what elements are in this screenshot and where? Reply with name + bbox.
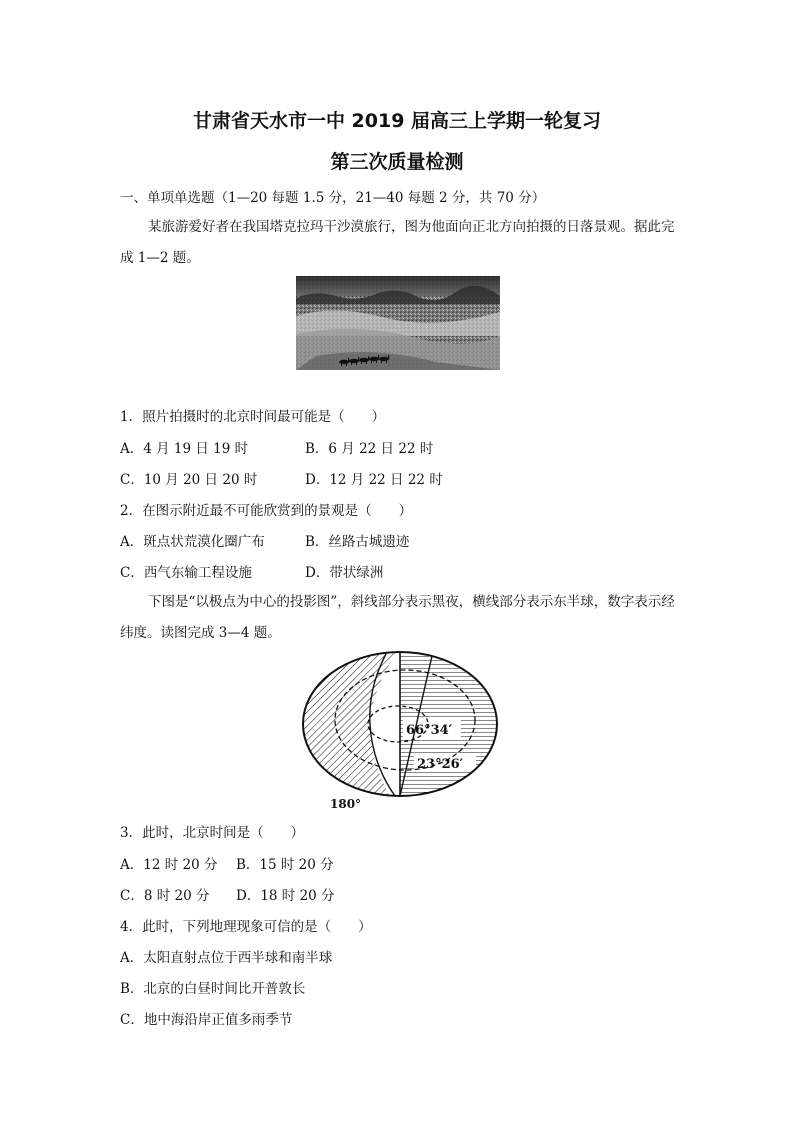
question-1-stem: 1．照片拍摄时的北京时间最可能是（ ） xyxy=(120,409,386,425)
question-4-option-b: B．北京的白昼时间比开普敦长 xyxy=(120,981,306,997)
polar-projection-diagram xyxy=(300,648,500,813)
question-4-stem: 4．此时，下列地理现象可信的是（ ） xyxy=(120,919,372,935)
question-3-option-d: D．18 时 20 分 xyxy=(236,888,335,904)
section-heading: 一、单项单选题（1—20 每题 1.5 分，21—40 每题 2 分，共 70 分） xyxy=(120,190,546,206)
diagram-label-180: 180° xyxy=(330,797,362,811)
question-2-option-d: D．带状绿洲 xyxy=(305,565,384,581)
question-2-option-a: A．斑点状荒漠化圈广布 xyxy=(120,534,265,550)
question-1-option-c: C．10 月 20 日 20 时 xyxy=(120,472,258,488)
question-3-option-c: C．8 时 20 分 xyxy=(120,888,210,904)
question-3-option-a: A．12 时 20 分 xyxy=(120,857,218,873)
question-4-option-a: A．太阳直射点位于西半球和南半球 xyxy=(120,950,333,966)
intro-paragraph-2: 下图是“以极点为中心的投影图”，斜线部分表示黑夜，横线部分表示东半球，数字表示经纬度。读图完成 3—4 题。 xyxy=(120,594,675,641)
question-2-option-b: B．丝路古城遗迹 xyxy=(305,534,410,550)
intro-paragraph-1: 某旅游爱好者在我国塔克拉玛干沙漠旅行，图为他面向正北方向拍摄的日落景观。据此完成 1—2 题。 xyxy=(120,219,675,266)
page-title-line2: 第三次质量检测 xyxy=(330,151,464,173)
question-4-option-c: C．地中海沿岸正值多雨季节 xyxy=(120,1012,293,1028)
question-1-option-b: B．6 月 22 日 22 时 xyxy=(305,441,434,457)
diagram-label-66-34: 66°34′ xyxy=(406,723,453,738)
question-3-option-b: B．15 时 20 分 xyxy=(236,857,334,873)
question-2-option-c: C．西气东输工程设施 xyxy=(120,565,252,581)
desert-photo xyxy=(296,276,500,370)
question-1-option-a: A．4 月 19 日 19 时 xyxy=(120,441,249,457)
question-3-stem: 3．此时，北京时间是（ ） xyxy=(120,825,305,841)
page-title-line1: 甘肃省天水市一中 2019 届高三上学期一轮复习 xyxy=(192,110,602,132)
question-2-stem: 2．在图示附近最不可能欣赏到的景观是（ ） xyxy=(120,503,413,519)
question-1-option-d: D．12 月 22 日 22 时 xyxy=(305,472,443,488)
diagram-label-23-26: 23°26′ xyxy=(417,757,464,772)
